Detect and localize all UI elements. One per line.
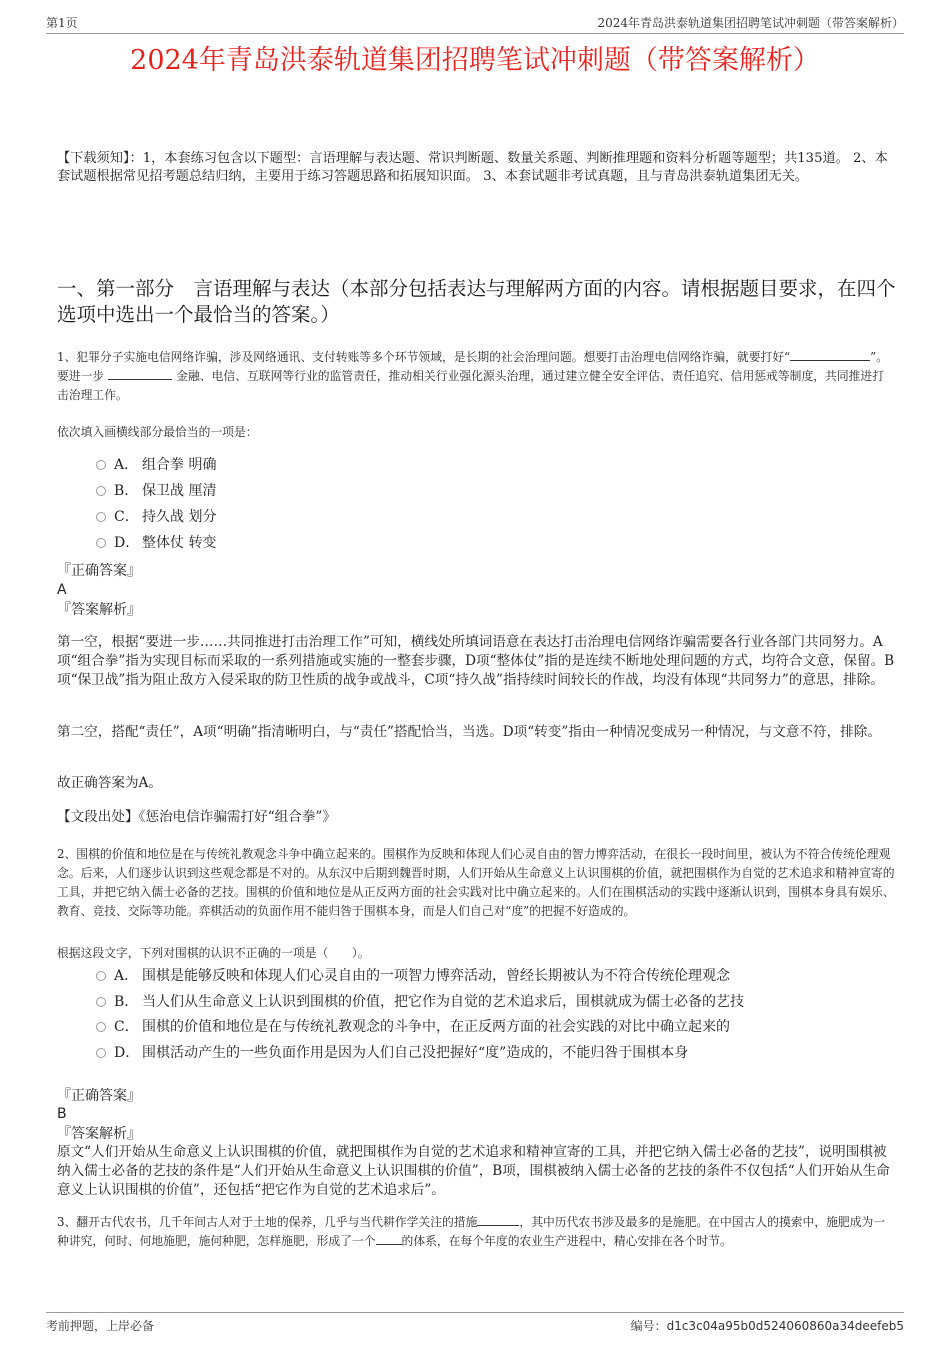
page-number: 第1页: [46, 16, 78, 30]
download-notice: 【下载须知】：1，本套练习包含以下题型：言语理解与表达题、常识判断题、数量关系题、判断推理题和资料分析题等题型；共135道。 2、本套试题根据常见招考题总结归纳，主要用于练习答题思路和拓展知识面。 3、本套试题非考试真题，且与青岛洪泰轨道集团无关。: [57, 151, 888, 184]
page-footer: [46, 1312, 904, 1334]
radio-icon[interactable]: [96, 1022, 106, 1032]
fill-blank-4: [376, 1232, 402, 1245]
q2-option-d[interactable]: D． 围棋活动产生的一些负面作用是因为人们自己没把握好“度”造成的，不能归咎于围棋本身: [96, 1043, 688, 1063]
radio-icon[interactable]: [96, 538, 106, 548]
radio-icon[interactable]: [96, 460, 106, 470]
question-2-prompt: 根据这段文字，下列对围棋的认识不正确的一项是（ ）。: [57, 946, 370, 960]
q1-option-c[interactable]: C． 持久战 划分: [96, 507, 216, 527]
q1-analysis-paragraph-3: 故正确答案为A。: [57, 775, 162, 791]
page-header: [46, 10, 904, 34]
radio-icon[interactable]: [96, 971, 106, 981]
q2-analysis: 原文“人们开始从生命意义上认识围棋的价值，就把围棋作为自觉的艺术追求和精神宣寄的工具，并把它纳入儒士必备的艺技”，说明围棋被纳入儒士必备的艺技的条件是“人们开始从生命意义上认识围棋的价值”，B项，围棋被纳入儒士必备的艺技的条件不仅包括“人们开始从生命意义上认识围棋的价值”，还包括“把它作为自觉的艺术追求后”。: [57, 1144, 890, 1198]
radio-icon[interactable]: [96, 997, 106, 1007]
radio-icon[interactable]: [96, 1048, 106, 1058]
document-title: 2024年青岛洪泰轨道集团招聘笔试冲刺题（带答案解析）: [130, 45, 820, 76]
q1-source: 【文段出处】《惩治电信诈骗需打好“组合拳”》: [57, 809, 336, 825]
q1-option-a[interactable]: A． 组合拳 明确: [96, 455, 216, 475]
q1-option-b[interactable]: B． 保卫战 厘清: [96, 481, 216, 501]
fill-blank-2: [108, 367, 172, 380]
question-1-prompt: 依次填入画横线部分最恰当的一项是：: [57, 425, 258, 439]
fill-blank-3: [477, 1213, 519, 1226]
q2-answer-label: 『正确答案』: [57, 1088, 141, 1104]
footer-slogan: 考前押题，上岸必备: [46, 1319, 155, 1333]
question-1-text: 1、犯罪分子实施电信网络诈骗，涉及网络通讯、支付转账等多个环节领域，是长期的社会治理问题。想要打击治理电信网络诈骗，就要打好“ ”。要进一步 金融、电信、互联网等行业的监管责任，推动相关行业强化源头治理，通过建立健全安全评估、责任追究、信用惩戒等制度，共同推进打击治理工作。: [57, 350, 888, 402]
q1-analysis-label: 『答案解析』: [57, 602, 141, 618]
fill-blank-1: [790, 348, 870, 361]
question-3-text: 3、翻开古代农书，几千年间古人对于土地的保养，几乎与当代耕作学关注的措施 ，其中历代农书涉及最多的是施肥。在中国古人的摸索中，施肥成为一种讲究，何时、何地施肥，施何种肥，怎样施肥，形成了一个 的体系，在每个年度的农业生产进程中，精心安排在各个时节。: [57, 1215, 886, 1248]
q1-analysis-paragraph-1: 第一空，根据“要进一步……共同推进打击治理工作”可知，横线处所填词语意在表达打击治理电信网络诈骗需要各行业各部门共同努力。A项“组合拳”指为实现目标而采取的一系列措施或实施的一整套步骤，D项“整体仗”指的是连续不断地处理问题的方式，均符合文意，保留。B项“保卫战”指为阻止敌方入侵采取的防卫性质的战争或战斗，C项“持久战”指持续时间较长的作战，均没有体现“共同努力”的意思，排除。: [57, 634, 895, 688]
q1-analysis-paragraph-2: 第二空，搭配“责任”，A项“明确”指清晰明白，与“责任”搭配恰当，当选。D项“转变”指由一种情况变成另一种情况，与文意不符，排除。: [57, 724, 881, 740]
radio-icon[interactable]: [96, 486, 106, 496]
q2-option-c[interactable]: C． 围棋的价值和地位是在与传统礼教观念的斗争中，在正反两方面的社会实践的对比中确立起来的: [96, 1017, 730, 1037]
q2-answer: B: [57, 1106, 67, 1122]
q1-answer: A: [57, 582, 67, 598]
footer-code: 编号：d1c3c04a95b0d524060860a34deefeb5: [630, 1319, 904, 1333]
section-heading: 一、第一部分 言语理解与表达（本部分包括表达与理解两方面的内容。请根据题目要求，在四个选项中选出一个最恰当的答案。）: [57, 277, 896, 326]
q2-option-b[interactable]: B． 当人们从生命意义上认识到围棋的价值，把它作为自觉的艺术追求后，围棋就成为儒士必备的艺技: [96, 992, 744, 1012]
q1-option-d[interactable]: D． 整体仗 转变: [96, 533, 216, 553]
q1-answer-label: 『正确答案』: [57, 563, 141, 579]
q2-option-a[interactable]: A． 围棋是能够反映和体现人们心灵自由的一项智力博弈活动，曾经长期被认为不符合传统伦理观念: [96, 966, 730, 986]
q2-analysis-label: 『答案解析』: [57, 1126, 141, 1142]
question-2-text: 2、围棋的价值和地位是在与传统礼教观念斗争中确立起来的。围棋作为反映和体现人们心灵自由的智力博弈活动，在很长一段时间里，被认为不符合传统伦理观念。后来，人们逐步认识到这些观念都是不对的。从东汉中后期到魏晋时期，人们开始从生命意义上认识围棋的价值，就把围棋作为自觉的艺术追求和精神宣寄的工具，并把它纳入儒士必备的艺技。围棋的价值和地位是从正反两方面的社会实践对比中确立起来的。人们在围棋活动的实践中逐渐认识到，围棋本身具有娱乐、教育、竞技、交际等功能。弈棋活动的负面作用不能归咎于围棋本身，而是人们自己对“度”的把握不好造成的。: [57, 847, 895, 918]
radio-icon[interactable]: [96, 512, 106, 522]
header-title: 2024年青岛洪泰轨道集团招聘笔试冲刺题（带答案解析）: [597, 16, 904, 30]
